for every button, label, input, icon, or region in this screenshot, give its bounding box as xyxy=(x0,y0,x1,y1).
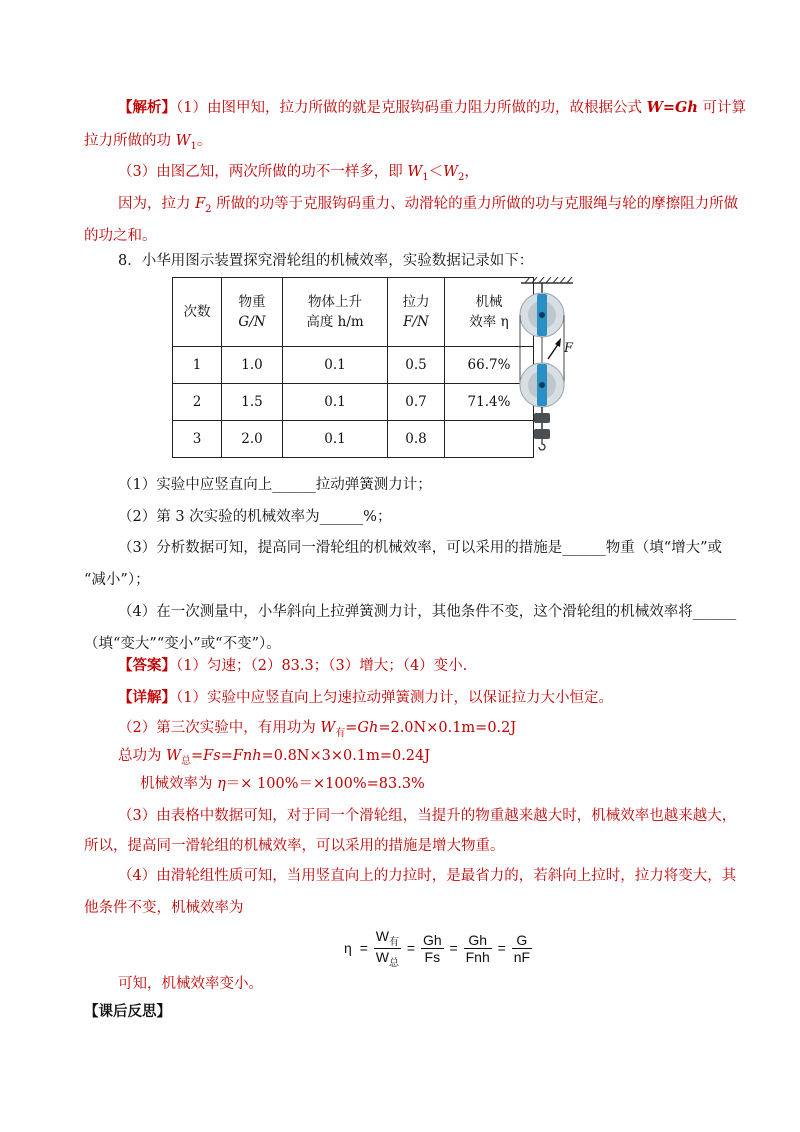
table-cell: 2.0 xyxy=(222,421,283,458)
table-cell: 0.5 xyxy=(388,347,445,384)
question-8-part-4-cont: （填“变大”“变小”或“不变”）。 xyxy=(84,636,281,652)
var-w: W xyxy=(443,164,459,180)
table-cell: 1.0 xyxy=(222,347,283,384)
question-8-part-2: （2）第 3 次实验的机械效率为______%； xyxy=(118,509,392,525)
eta-symbol: η xyxy=(344,940,352,957)
table-row xyxy=(173,347,534,384)
header-cell: 物体上升 高度 h/m xyxy=(283,278,388,347)
detail-line-8: 他条件不变，机械效率为 xyxy=(84,900,244,916)
analysis-text: （3）由图乙知，两次所做的功不一样多，即 xyxy=(118,164,408,180)
ceiling-icon xyxy=(521,277,573,283)
analysis-text: 可计算 xyxy=(697,100,747,116)
analysis-line-3 xyxy=(118,162,479,188)
table-cell: 1 xyxy=(173,347,222,384)
analysis-line-2 xyxy=(84,131,211,157)
table-cell: 2 xyxy=(173,384,222,421)
detail-line-3: 总功为 $W_总=Fs=Fnh=0.8N\times 3\times 0.1m=0.24J$ xyxy=(118,748,431,767)
fraction-gh-over-fs: $\frac{Gh}{Fs}$ xyxy=(422,931,442,965)
less-than: ＜ xyxy=(428,164,444,180)
table-cell: 3 xyxy=(173,421,222,458)
table-cell: 0.1 xyxy=(283,421,388,458)
fraction-g-over-nf: $\frac{G}{nF}$ xyxy=(513,931,531,965)
analysis-text: 。 xyxy=(196,133,212,149)
answer-line xyxy=(118,656,467,676)
table-cell: 66.7% xyxy=(445,347,534,384)
detail-line-4: 机械效率为 η＝× 100%＝×100%=83.3% xyxy=(140,776,425,792)
table-row xyxy=(173,421,534,458)
fixed-pulley-icon xyxy=(520,293,564,337)
table-header-row xyxy=(173,278,534,347)
table-cell: 0.8 xyxy=(388,421,445,458)
var-w: W xyxy=(175,133,191,149)
header-cell: 物重 G/N xyxy=(222,278,283,347)
fraction-w-useful-over-w-total: $\frac{W_有}{W_总}$ xyxy=(375,928,399,969)
header-cell: 次数 xyxy=(173,278,222,347)
var-sub: 2 xyxy=(205,203,212,215)
detail-conclusion: 可知，机械效率变小。 xyxy=(118,976,263,992)
detail-text: （1）实验中应竖直向上匀速拉动弹簧测力计，以保证拉力大小恒定。 xyxy=(176,690,613,706)
table-cell: 0.1 xyxy=(283,347,388,384)
var-sub: 1 xyxy=(422,171,429,183)
analysis-text: （1）由图甲知，拉力所做的就是克服钩码重力阻力所做的功，故根据公式 xyxy=(176,100,647,116)
answer-text: （1）匀速；（2）83.3；（3）增大；（4）变小. xyxy=(176,658,468,674)
var-sub: 2 xyxy=(458,171,465,183)
table-cell: 1.5 xyxy=(222,384,283,421)
question-8-stem: 8．小华用图示装置探究滑轮组的机械效率，实验数据记录如下： xyxy=(118,253,534,269)
analysis-line-4 xyxy=(118,194,738,220)
analysis-line-5: 的功之和。 xyxy=(84,228,157,244)
table-cell: 71.4% xyxy=(445,384,534,421)
detail-line-2: （2）第三次实验中，有用功为 $W_有=Gh=2.0N\times 0.1m=0.2J$ xyxy=(118,720,517,739)
weight-icon xyxy=(534,413,550,450)
analysis-line-1 xyxy=(118,98,746,118)
question-8-part-3: （3）分析数据可知，提高同一滑轮组的机械效率，可以采用的措施是______物重（填“增大”或 xyxy=(118,540,723,556)
analysis-text: 因为，拉力 xyxy=(118,196,196,212)
question-8-part-1: （1）实验中应竖直向上______拉动弹簧测力计； xyxy=(118,477,432,493)
header-cell: 机械 效率 η xyxy=(445,278,534,347)
detail-line-7: （4）由滑轮组性质可知，当用竖直向上的力拉时，是最省力的，若斜向上拉时，拉力将变大，其 xyxy=(118,868,737,884)
header-cell: 拉力 F/N xyxy=(388,278,445,347)
var-sub: 1 xyxy=(190,140,197,152)
table-cell: 0.7 xyxy=(388,384,445,421)
var-f: F xyxy=(195,196,206,212)
efficiency-formula: η = $\frac{W_有}{W_总}$ = $\frac{Gh}{Fs}$ = $\frac{Gh}{\text{Fnh}}$ = $\frac{G}{nF}$ xyxy=(344,928,531,969)
table-row xyxy=(173,384,534,421)
table-cell: 0.1 xyxy=(283,384,388,421)
detail-line-5: （3）由表格中数据可知，对于同一个滑轮组，当提升的物重越来越大时，机械效率也越来越大， xyxy=(118,808,737,824)
force-label: F xyxy=(564,341,574,356)
detail-line-6: 所以，提高同一滑轮组的机械效率，可以采用的措施是增大物重。 xyxy=(84,838,505,854)
fraction-gh-over-fnh: $\frac{Gh}{\text{Fnh}}$ xyxy=(465,931,490,965)
formula-w-gh: W=Gh xyxy=(646,99,698,116)
analysis-text: ， xyxy=(464,164,479,180)
analysis-text: 所做的功等于克服钩码重力、动滑轮的重力所做的功与克服绳与轮的摩擦阻力所做 xyxy=(211,196,739,212)
question-8-part-3-cont: “减小”）； xyxy=(84,572,150,588)
var-w: W xyxy=(407,164,423,180)
reflection-heading: 【课后反思】 xyxy=(84,1003,171,1020)
analysis-text: 拉力所做的功 xyxy=(84,133,176,149)
experiment-table xyxy=(172,277,534,458)
question-8-part-4: （4）在一次测量中，小华斜向上拉弹簧测力计，其他条件不变，这个滑轮组的机械效率将______ xyxy=(118,604,737,620)
detail-tag: 【详解】 xyxy=(118,689,176,706)
detail-line-1 xyxy=(118,688,613,708)
answer-tag: 【答案】 xyxy=(118,657,176,674)
analysis-tag: 【解析】 xyxy=(118,99,176,116)
force-arrow-icon xyxy=(548,338,561,359)
pulley-system-figure xyxy=(515,277,595,457)
movable-pulley-icon xyxy=(520,363,564,407)
